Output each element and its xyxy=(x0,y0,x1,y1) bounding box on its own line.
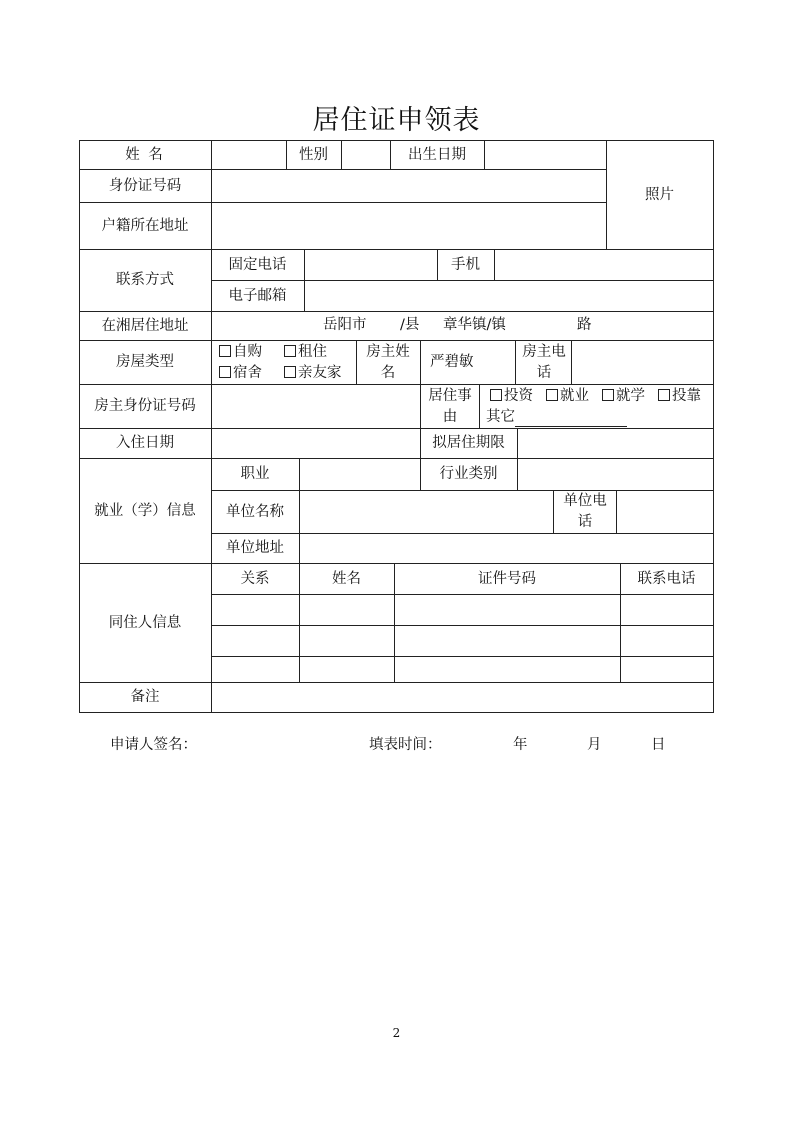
applicant-signature-field[interactable] xyxy=(215,733,355,757)
table-row[interactable] xyxy=(212,626,713,656)
house-option-own[interactable]: 自购 xyxy=(219,342,262,362)
fill-time-label: 填表时间： xyxy=(369,737,442,753)
birth-date-field[interactable] xyxy=(485,141,606,169)
checkbox-icon xyxy=(546,389,558,401)
job-field[interactable] xyxy=(300,459,420,490)
reason-option-dependent[interactable]: 投靠 xyxy=(658,386,701,406)
house-type-label: 房屋类型 xyxy=(116,354,174,370)
email-field[interactable] xyxy=(305,281,713,311)
reason-option-study[interactable]: 就学 xyxy=(602,386,645,406)
id-number-field[interactable] xyxy=(212,170,606,202)
unit-phone-field[interactable] xyxy=(617,491,713,533)
contact-label: 联系方式 xyxy=(116,272,174,288)
owner-phone-label: 房主电话 xyxy=(522,343,566,381)
house-option-rent[interactable]: 租住 xyxy=(284,342,327,362)
landline-label: 固定电话 xyxy=(228,256,287,273)
residence-duration-field[interactable] xyxy=(518,429,713,458)
job-label: 职业 xyxy=(240,466,270,482)
unit-name-field[interactable] xyxy=(300,491,553,533)
hukou-address-field[interactable] xyxy=(212,203,606,249)
unit-phone-label: 单位电话 xyxy=(563,493,607,530)
cohabitant-header-id: 证件号码 xyxy=(478,570,536,587)
table-row[interactable] xyxy=(212,595,713,625)
residence-duration-label: 拟居住期限 xyxy=(432,435,505,451)
unit-name-label: 单位名称 xyxy=(226,503,284,520)
month-label: 月 xyxy=(587,737,602,753)
hukou-address-label: 户籍所在地址 xyxy=(101,217,189,234)
remarks-field[interactable] xyxy=(212,683,713,712)
address-town: 章华镇/镇 xyxy=(443,317,506,333)
reason-label: 居住事由 xyxy=(428,387,472,425)
photo-label: 照片 xyxy=(645,186,674,203)
table-row[interactable] xyxy=(212,657,713,682)
checkbox-icon xyxy=(219,366,231,378)
page-number: 2 xyxy=(392,1026,401,1040)
residence-address-label: 在湘居住地址 xyxy=(101,317,189,334)
name-field[interactable] xyxy=(212,141,286,169)
birth-date-label: 出生日期 xyxy=(408,147,466,163)
checkbox-icon xyxy=(284,345,296,357)
checkbox-icon xyxy=(284,366,296,378)
form-title: 居住证申领表 xyxy=(312,105,481,136)
industry-label: 行业类别 xyxy=(439,466,498,482)
house-option-relative[interactable]: 亲友家 xyxy=(284,363,342,383)
checkbox-icon xyxy=(219,345,231,357)
gender-field[interactable] xyxy=(342,141,390,169)
industry-field[interactable] xyxy=(518,459,713,490)
address-city: 岳阳市 xyxy=(323,317,367,333)
cohabitant-header-relation: 关系 xyxy=(240,570,270,587)
reason-option-invest[interactable]: 投资 xyxy=(490,386,533,406)
checkbox-icon xyxy=(490,389,502,401)
landline-field[interactable] xyxy=(305,250,437,280)
unit-address-label: 单位地址 xyxy=(226,540,284,556)
id-number-label: 身份证号码 xyxy=(108,177,182,194)
day-label: 日 xyxy=(651,737,666,753)
name-label: 姓 名 xyxy=(125,147,165,163)
checkbox-icon xyxy=(602,389,614,401)
unit-address-field[interactable] xyxy=(300,534,713,563)
gender-label: 性别 xyxy=(299,147,328,163)
year-label: 年 xyxy=(513,737,528,753)
cohabitant-info-label: 同住人信息 xyxy=(108,614,182,631)
email-label: 电子邮箱 xyxy=(228,287,287,304)
remarks-label: 备注 xyxy=(130,689,160,705)
cohabitant-header-phone: 联系电话 xyxy=(637,570,696,587)
move-in-date-field[interactable] xyxy=(212,429,420,458)
reason-other[interactable]: 其它 xyxy=(486,407,627,427)
house-option-dorm[interactable]: 宿舍 xyxy=(219,363,262,383)
owner-name-value: 严碧敏 xyxy=(430,354,474,370)
address-road: 路 xyxy=(577,317,592,333)
owner-phone-field[interactable] xyxy=(572,341,713,384)
employment-info-label: 就业（学）信息 xyxy=(94,502,196,519)
applicant-signature-label: 申请人签名： xyxy=(110,737,197,753)
reason-option-employment[interactable]: 就业 xyxy=(546,386,589,406)
other-underline xyxy=(515,412,627,427)
owner-name-label: 房主姓名 xyxy=(366,343,410,381)
cohabitant-header-name: 姓名 xyxy=(332,570,361,587)
owner-id-field[interactable] xyxy=(212,385,420,428)
mobile-label: 手机 xyxy=(451,256,480,273)
move-in-date-label: 入住日期 xyxy=(116,435,174,451)
owner-id-label: 房主身份证号码 xyxy=(94,398,196,414)
checkbox-icon xyxy=(658,389,670,401)
mobile-field[interactable] xyxy=(495,250,713,280)
address-county: /县 xyxy=(400,317,420,333)
